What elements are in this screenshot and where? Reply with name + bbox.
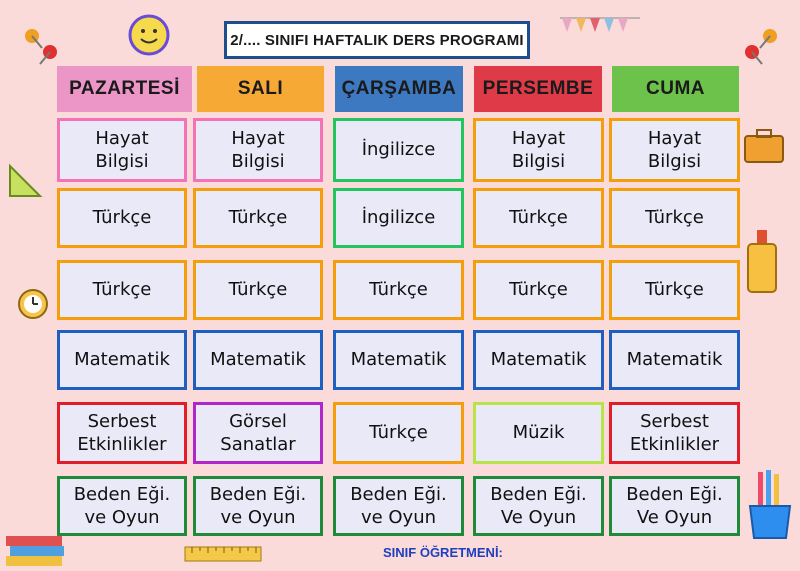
lesson-cell-cuma-1: Hayat Bilgisi [609, 118, 740, 182]
lesson-cell-persembe-1: Hayat Bilgisi [473, 118, 604, 182]
lesson-cell-carsamba-3: Türkçe [333, 260, 464, 320]
lesson-cell-cuma-3: Türkçe [609, 260, 740, 320]
pushpins-left-icon [18, 22, 66, 70]
pushpins-right-icon [738, 22, 786, 70]
lesson-cell-sali-2: Türkçe [193, 188, 323, 248]
lesson-cell-carsamba-5: Türkçe [333, 402, 464, 464]
alarm-clock-icon [14, 282, 52, 322]
glue-bottle-icon [744, 228, 780, 296]
day-header-cuma: CUMA [612, 66, 739, 112]
smiley-icon [128, 14, 170, 56]
ruler-triangle-icon [6, 162, 44, 200]
lesson-cell-sali-1: Hayat Bilgisi [193, 118, 323, 182]
bunting-flags-icon [560, 16, 640, 36]
page-title: 2/.... SINIFI HAFTALIK DERS PROGRAMI [224, 21, 530, 59]
lesson-cell-pazartesi-5: Serbest Etkinlikler [57, 402, 187, 464]
day-header-sali: SALI [197, 66, 324, 112]
lesson-cell-carsamba-2: İngilizce [333, 188, 464, 248]
pencil-cup-icon [744, 468, 796, 542]
lesson-cell-pazartesi-3: Türkçe [57, 260, 187, 320]
lesson-cell-pazartesi-2: Türkçe [57, 188, 187, 248]
ruler-icon [184, 545, 262, 563]
briefcase-icon [742, 126, 786, 166]
lesson-cell-persembe-5: Müzik [473, 402, 604, 464]
lesson-cell-pazartesi-6: Beden Eği. ve Oyun [57, 476, 187, 536]
lesson-cell-cuma-4: Matematik [609, 330, 740, 390]
lesson-cell-pazartesi-4: Matematik [57, 330, 187, 390]
teacher-label: SINIF ÖĞRETMENİ: [383, 545, 503, 560]
lesson-cell-sali-6: Beden Eği. ve Oyun [193, 476, 323, 536]
day-header-carsamba: ÇARŞAMBA [335, 66, 463, 112]
lesson-cell-carsamba-1: İngilizce [333, 118, 464, 182]
lesson-cell-pazartesi-1: Hayat Bilgisi [57, 118, 187, 182]
lesson-cell-cuma-6: Beden Eği. Ve Oyun [609, 476, 740, 536]
lesson-cell-persembe-4: Matematik [473, 330, 604, 390]
lesson-cell-sali-4: Matematik [193, 330, 323, 390]
lesson-cell-persembe-2: Türkçe [473, 188, 604, 248]
lesson-cell-sali-5: Görsel Sanatlar [193, 402, 323, 464]
lesson-cell-carsamba-4: Matematik [333, 330, 464, 390]
lesson-cell-persembe-3: Türkçe [473, 260, 604, 320]
day-header-pazartesi: PAZARTESİ [57, 66, 192, 112]
lesson-cell-sali-3: Türkçe [193, 260, 323, 320]
lesson-cell-cuma-2: Türkçe [609, 188, 740, 248]
lesson-cell-carsamba-6: Beden Eği. ve Oyun [333, 476, 464, 536]
day-header-persembe: PERSEMBE [474, 66, 602, 112]
lesson-cell-persembe-6: Beden Eği. Ve Oyun [473, 476, 604, 536]
lesson-cell-cuma-5: Serbest Etkinlikler [609, 402, 740, 464]
